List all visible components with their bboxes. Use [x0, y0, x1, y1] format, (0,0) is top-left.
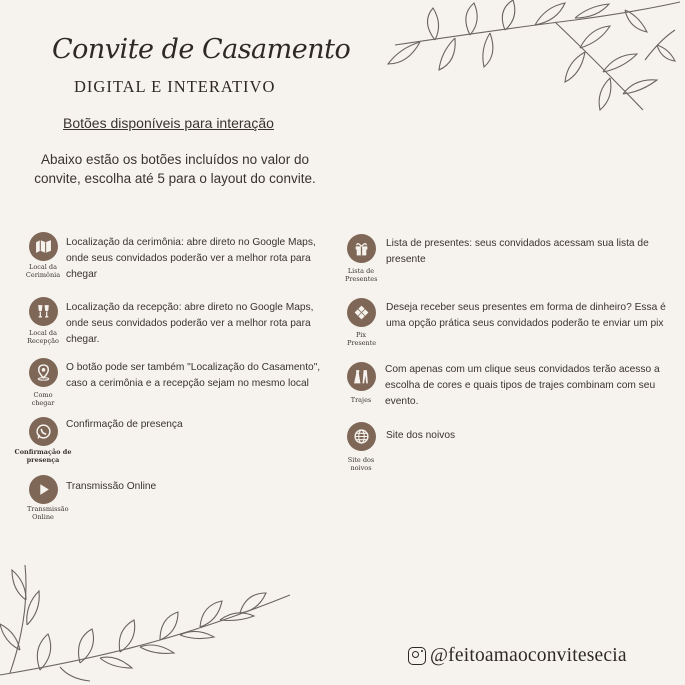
live-stream-label: Transmissão Online [27, 505, 69, 521]
attire-button[interactable] [347, 362, 376, 391]
intro-text: Abaixo estão os botões incluídos no valor do convite, escolha até 5 para o layout do convite. [34, 152, 316, 186]
live-stream-button[interactable] [29, 475, 58, 504]
rsvp-label: Confirmação de presença [14, 448, 72, 464]
directions-label: Como chegar [31, 391, 55, 407]
instagram-icon [408, 647, 426, 665]
ceremony-location-button[interactable] [29, 232, 58, 261]
location-pin-icon [35, 364, 52, 381]
leaf-decoration-top-right [375, 0, 685, 120]
gift-list-description: Lista de presentes: seus convidados acessam sua lista de presente [386, 238, 649, 265]
ceremony-location-label: Local da Cerimônia [25, 263, 61, 279]
reception-location-description: Localização da recepção: abre direto no Google Maps, onde seus convidados poderão ver a melhor rota para chegar. [66, 302, 314, 345]
couple-website-label: Site dos noivos [347, 456, 375, 472]
attire-icon [353, 368, 370, 385]
pix-icon [353, 304, 370, 321]
live-stream-description: Transmissão Online [66, 481, 157, 492]
map-icon [35, 238, 52, 255]
pix-gift-description: Deseja receber seus presentes em forma de dinheiro? Essa é uma opção prática seus convidados poderão te enviar um pix [386, 302, 666, 329]
couple-website-button[interactable] [347, 422, 376, 451]
reception-location-label: Local da Recepção [27, 329, 59, 345]
buttons-heading: Botões disponíveis para interação [63, 115, 274, 131]
directions-description: O botão pode ser também "Localização do Casamento", caso a cerimônia e a recepção sejam no mesmo local [66, 362, 321, 389]
gift-icon [353, 240, 370, 257]
directions-button[interactable] [29, 358, 58, 387]
gift-list-label: Lista de Presentes [345, 267, 378, 283]
leaf-decoration-bottom-left [0, 555, 300, 685]
attire-description: Com apenas com um clique seus convidados terão acesso a escolha de cores e quais tipos de trajes combinam com seu evento. [385, 364, 660, 407]
play-icon [35, 481, 52, 498]
page-subtitle: DIGITAL E INTERATIVO [74, 77, 276, 96]
pix-gift-label: Pix Presente [347, 331, 377, 347]
pix-gift-button[interactable] [347, 298, 376, 327]
rsvp-button[interactable] [29, 417, 58, 446]
ceremony-location-description: Localização da cerimônia: abre direto no Google Maps, onde seus convidados poderão ver a melhor rota para chegar [66, 237, 316, 280]
gift-list-button[interactable] [347, 234, 376, 263]
whatsapp-icon [35, 423, 52, 440]
page-title: Convite de Casamento [52, 34, 351, 65]
instagram-footer[interactable] [408, 645, 627, 667]
rsvp-description: Confirmação de presença [66, 419, 183, 430]
couple-website-description: Site dos noivos [386, 430, 456, 441]
attire-label: Trajes [350, 396, 372, 404]
globe-icon [353, 428, 370, 445]
instagram-handle: @feitoamaoconvitesecia [430, 645, 627, 666]
glasses-icon [35, 303, 52, 320]
reception-location-button[interactable] [29, 297, 58, 326]
